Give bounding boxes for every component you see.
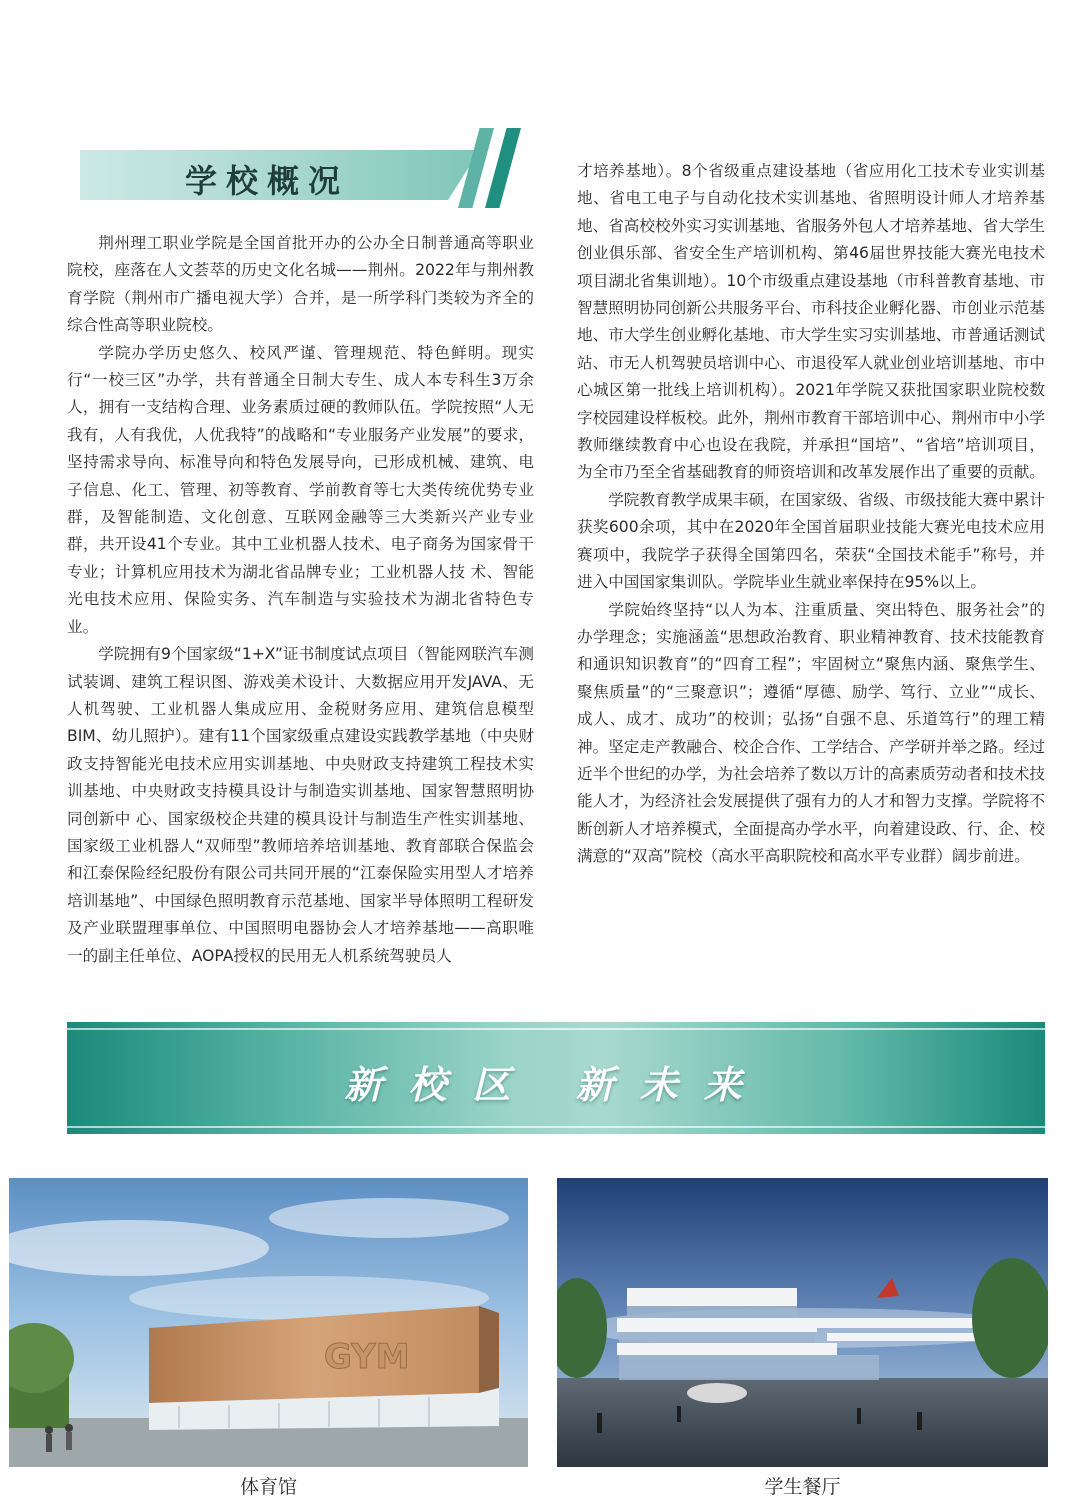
gym-sign-lettering: GYM (324, 1337, 410, 1377)
banner-slogan: 新校区 新未来 (344, 1062, 768, 1107)
paragraph: 学院拥有9个国家级“1+X”证书制度试点项目（智能网联汽车测试装调、建筑工程识图、游戏美术设计、大数据应用开发JAVA、无人机驾驶、工业机器人集成应用、金税财务应用、建筑信息模型BIM、幼儿照护）。建有11个国家级重点建设实践教学基地（中央财政支持智能光电技术应用实训基地、中央财政支持建筑工程技术实训基地、中央财政支持模具设计与制造实训基地、国家智慧照明协同创新中 心、国家级校企共建的模具设计与制造生产性实训基地、国家级工业机器人“双师型”教师培养培训基地、教育部联合保监会和江泰保险经纪股份有限公司共同开展的“江泰保险实用型人才培养培训基地”、中国绿色照明教育示范基地、国家半导体照明工程研发及产业联盟理事单位、中国照明电器协会人才培养基地——高职唯一的副主任单位、AOPA授权的民用无人机系统驾驶员人 (67, 645, 534, 965)
slogan-banner (67, 1022, 1045, 1134)
paragraph: 才培养基地）。8个省级重点建设基地（省应用化工技术专业实训基地、省电工电子与自动化技术实训基地、省照明设计师人才培养基地、省高校校外实习实训基地、省服务外包人才培养基地、省大学生创业俱乐部、省安全生产培训机构、第46届世界技能大赛光电技术项目湖北省集训地）。10个市级重点建设基地（市科普教育基地、市智慧照明协同创新公共服务平台、市科技企业孵化器、市创业示范基地、市大学生创业孵化基地、市大学生实习实训基地、市普通话测试站、市无人机驾驶员培训中心、市退役军人就业创业培训基地、市中心城区第一批线上培训机构）。2021年学院又获批国家职业院校数字校园建设样板校。此外，荆州市教育干部培训中心、荆州市中小学教师继续教育中心也设在我院，并承担“国培”、“省培”培训项目，为全市乃至全省基础教育的师资培训和改革发展作出了重要的贡献。 (577, 162, 1045, 482)
left-text-column (67, 230, 534, 970)
gymnasium-photo (9, 1178, 528, 1467)
section-header (80, 128, 530, 208)
right-text-column (577, 158, 1045, 871)
photo-caption: 体育馆 (239, 1476, 297, 1498)
paragraph: 荆州理工职业学院是全国首批开办的公办全日制普通高等职业院校，座落在人文荟萃的历史文化名城——荆州。2022年与荆州教育学院（荆州市广播电视大学）合并，是一所学科门类较为齐全的综合性高等职业院校。 (67, 234, 534, 335)
canteen-photo (557, 1178, 1048, 1467)
photo-caption: 学生餐厅 (764, 1476, 841, 1498)
paragraph: 学院办学历史悠久、校风严谨、管理规范、特色鲜明。现实行“一校三区”办学，共有普通全日制大专生、成人本专科生3万余人，拥有一支结构合理、业务素质过硬的教师队伍。学院按照“人无我有，人有我优，人优我特”的战略和“专业服务产业发展”的要求，坚持需求导向、标准导向和特色发展导向，已形成机械、建筑、电子信息、化工、管理、初等教育、学前教育等七大类传统优势专业群，及智能制造、文化创意、互联网金融等三大类新兴产业专业群，共开设41个专业。其中工业机器人技术、电子商务为国家骨干专业；计算机应用技术为湖北省品牌专业；工业机器人技 术、智能光电技术应用、保险实务、汽车制造与实验技术为湖北省特色专业。 (67, 343, 534, 636)
section-title: 学校概况 (185, 162, 350, 200)
paragraph: 学院始终坚持“以人为本、注重质量、突出特色、服务社会”的办学理念；实施涵盖“思想政治教育、职业精神教育、技术技能教育和通识知识教育”的“四育工程”；牢固树立“聚焦内涵、聚焦学生、聚焦质量”的“三聚意识”；遵循“厚德、励学、笃行、立业”“成长、成人、成才、成功”的校训；弘扬“自强不息、乐道笃行”的理工精神。坚定走产教融合、校企合作、工学结合、产学研并举之路。经过近半个世纪的办学，为社会培养了数以万计的高素质劳动者和技术技能人才，为经济社会发展提供了强有力的人才和智力支撑。学院将不断创新人才培养模式，全面提高办学水平，向着建设政、行、企、校满意的“双高”院校（高水平高职院校和高水平专业群）阔步前进。 (577, 600, 1045, 866)
paragraph: 学院教育教学成果丰硕，在国家级、省级、市级技能大赛中累计获奖600余项，其中在2020年全国首届职业技能大赛光电技术应用赛项中，我院学子获得全国第四名，荣获“全国技术能手”称号，并进入中国国家集训队。学院毕业生就业率保持在95%以上。 (577, 490, 1045, 592)
